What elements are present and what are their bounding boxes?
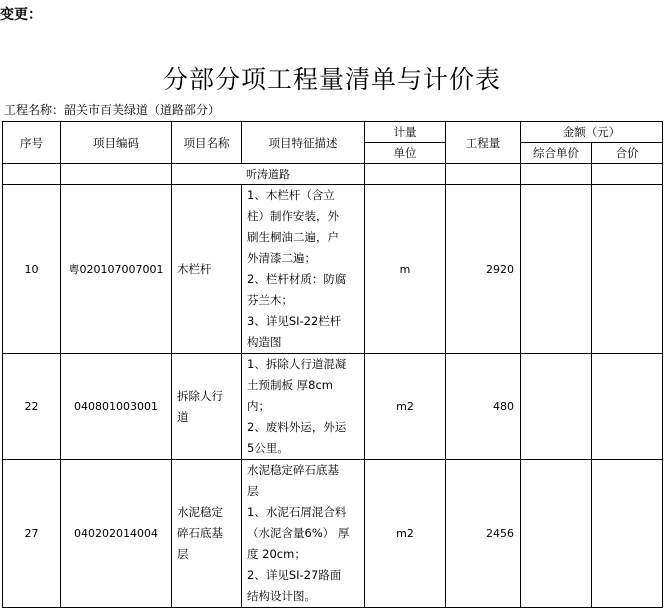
header-amount: 金额（元） (521, 122, 663, 143)
section-cell (521, 164, 592, 185)
row-unit: m2 (365, 460, 446, 608)
text-line: 构造图 (247, 335, 282, 349)
text-line: 碎石底基 (177, 526, 223, 540)
row-unit-price (521, 354, 592, 460)
page-title: 分部分项工程量清单与计价表 (162, 65, 501, 94)
table-row (3, 460, 663, 608)
text-line: 2、详见SI-27路面 (247, 568, 342, 582)
text-line: （水泥含量6%） 厚 (247, 526, 350, 540)
row-total (592, 460, 663, 608)
header-total: 合价 (592, 143, 663, 164)
row-unit: m2 (365, 354, 446, 460)
text-line: 外清漆二遍； (247, 251, 316, 265)
text-line: 土预制板 厚8cm (247, 378, 333, 392)
row-name (172, 185, 242, 354)
text-line: 道 (177, 409, 189, 424)
text-line: 5公里。 (247, 441, 289, 455)
row-name (172, 460, 242, 608)
row-code: 粤020107007001 (61, 185, 172, 354)
section-cell (592, 164, 663, 185)
section-cell (3, 164, 61, 185)
row-desc (242, 460, 365, 608)
header-unit-price: 综合单价 (521, 143, 592, 164)
row-quantity: 2920 (446, 185, 521, 354)
header-measure: 计量 (365, 122, 446, 143)
text-line: 水泥稳定 (177, 505, 223, 519)
table-row (3, 185, 663, 354)
row-unit-price (521, 460, 592, 608)
section-cell (365, 164, 446, 185)
header-desc: 项目特征描述 (242, 122, 365, 164)
row-quantity: 2456 (446, 460, 521, 608)
row-desc (242, 354, 365, 460)
text-line: 拆除人行 (177, 388, 223, 403)
header-unit: 单位 (365, 143, 446, 164)
row-name (172, 354, 242, 460)
text-line: 1、水泥石屑混合料 (247, 505, 347, 519)
section-cell (446, 164, 521, 185)
header-seq: 序号 (3, 122, 61, 164)
project-name: 工程名称：韶关市百芙绿道（道路部分） (4, 103, 221, 117)
section-row (3, 164, 663, 185)
row-total (592, 185, 663, 354)
row-seq: 27 (3, 460, 61, 608)
text-line: 结构设计图。 (247, 589, 316, 603)
text-line: 木栏杆 (177, 261, 212, 276)
text-line: 2、废料外运，外运 (247, 420, 347, 434)
text-line: 2、栏杆材质：防腐 (247, 272, 347, 286)
row-total (592, 354, 663, 460)
text-line: 芬兰木； (247, 293, 293, 307)
change-label: 变更： (0, 7, 42, 23)
text-line: 层 (247, 484, 259, 498)
text-line: 水泥稳定碎石底基 (247, 463, 339, 477)
text-line: 柱）制作安装，外 (247, 209, 339, 223)
table-row (3, 354, 663, 460)
bill-table (2, 121, 663, 608)
text-line: 层 (177, 547, 189, 561)
row-unit-price (521, 185, 592, 354)
row-desc (242, 185, 365, 354)
row-code: 040202014004 (61, 460, 172, 608)
text-line: 刷生桐油二遍，户 (247, 230, 339, 244)
row-seq: 10 (3, 185, 61, 354)
header-code: 项目编码 (61, 122, 172, 164)
row-unit: m (365, 185, 446, 354)
text-line: 内； (247, 399, 270, 413)
header-name: 项目名称 (172, 122, 242, 164)
row-seq: 22 (3, 354, 61, 460)
row-quantity: 480 (446, 354, 521, 460)
text-line: 度 20cm； (247, 547, 306, 561)
text-line: 3、详见SI-22栏杆 (247, 314, 342, 328)
text-line: 1、木栏杆（含立 (247, 188, 335, 202)
section-title: 听涛道路 (172, 164, 365, 185)
row-code: 040801003001 (61, 354, 172, 460)
text-line: 1、拆除人行道混凝 (247, 357, 347, 371)
section-cell (61, 164, 172, 185)
header-quantity: 工程量 (446, 122, 521, 164)
